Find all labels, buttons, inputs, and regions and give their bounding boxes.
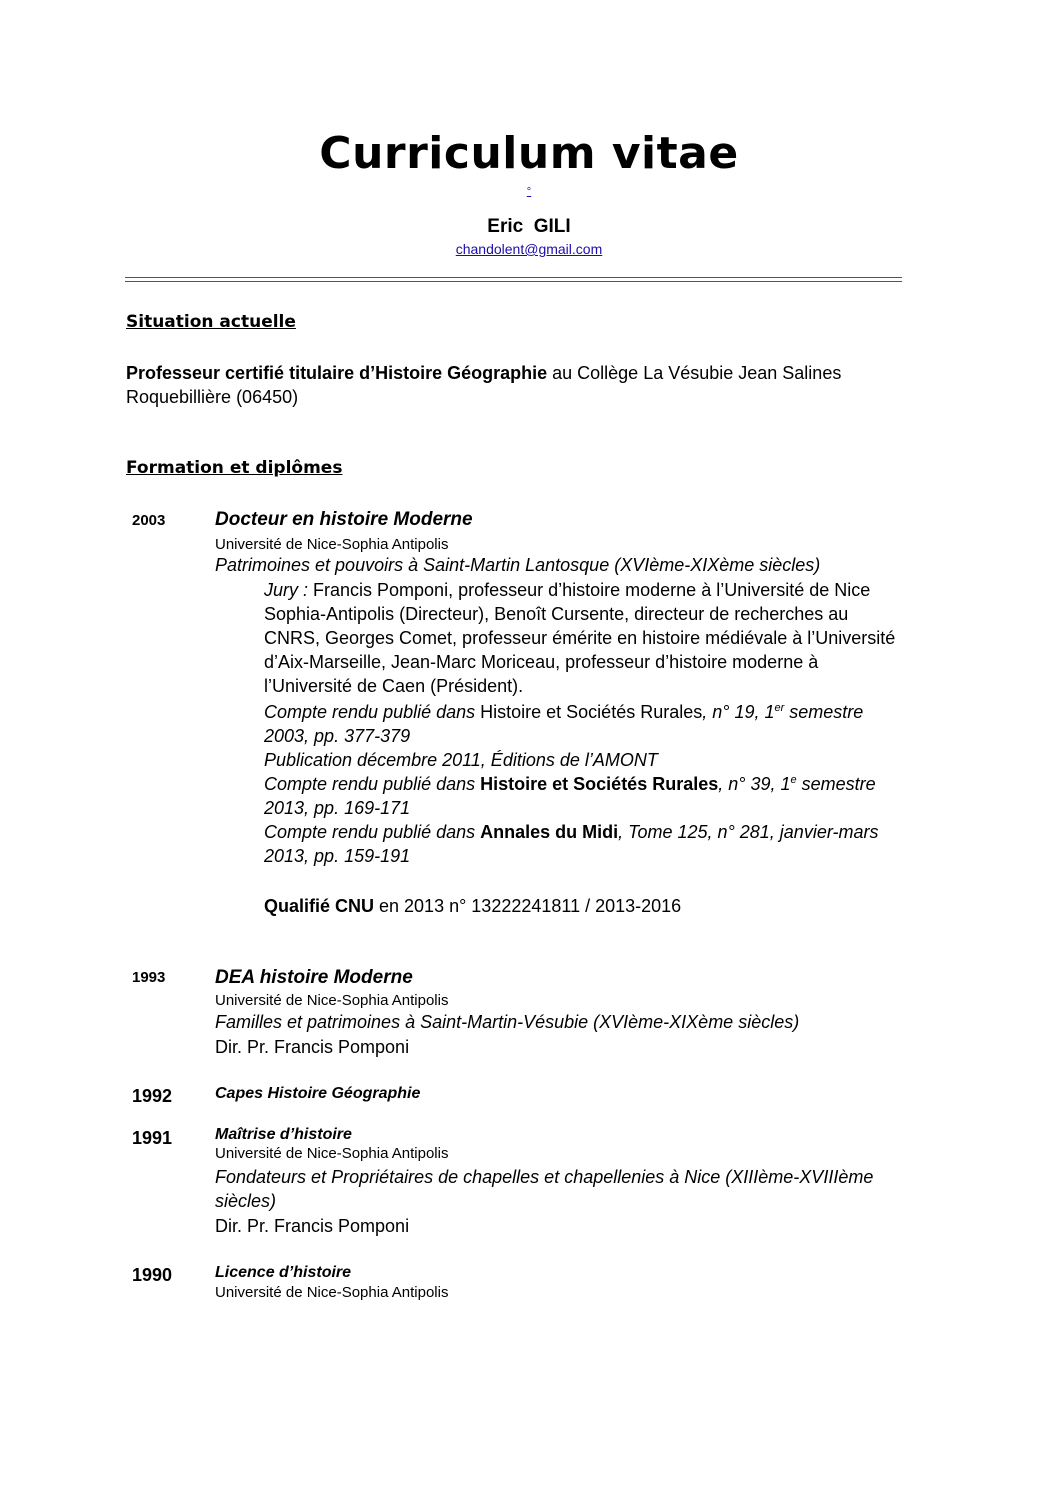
year-1990: 1990: [132, 1265, 173, 1285]
jury-line-3: CNRS, Georges Comet, professeur émérite en histoire médiévale à l’Université: [264, 628, 896, 648]
thesis-dea: Familles et patrimoines à Saint-Martin-Vésubie (XVIème-XIXème siècles): [215, 1012, 800, 1032]
header-divider: [125, 277, 902, 282]
review-1-semester: semestre: [784, 702, 864, 722]
review-3-line-1: [264, 820, 879, 844]
year-2003: 2003: [132, 512, 166, 529]
review-1-sup: er: [774, 702, 785, 714]
section-heading-formation: Formation et diplômes: [126, 458, 343, 478]
publication-line: Publication décembre 2011, Éditions de l’AMONT: [264, 750, 658, 770]
year-1991: 1991: [132, 1128, 173, 1148]
review-2-line-2: 2013, pp. 169-171: [264, 798, 411, 818]
degree-title-dea: DEA histoire Moderne: [215, 967, 413, 988]
jury-label: Jury :: [264, 580, 309, 600]
university-dea: Université de Nice-Sophia Antipolis: [215, 992, 449, 1009]
degree-title-doctorat: Docteur en histoire Moderne: [215, 509, 473, 530]
jury-line-4: d’Aix-Marseille, Jean-Marc Moriceau, professeur d’histoire moderne à: [264, 652, 819, 672]
jury-line-1: [264, 578, 870, 602]
email-link[interactable]: chandolent@gmail.com: [455, 241, 603, 257]
jury-line-2: Sophia-Antipolis (Directeur), Benoît Cursente, directeur de recherches au: [264, 604, 849, 624]
year-1992: 1992: [132, 1086, 173, 1106]
cnu-qualification: [264, 894, 681, 918]
degree-title-maitrise: Maîtrise d’histoire: [215, 1126, 352, 1143]
review-2-line-1: [264, 772, 876, 796]
review-1-issue: , n° 19, 1: [702, 702, 775, 722]
jury-text-1: Francis Pomponi, professeur d’histoire moderne à l’Université de Nice: [308, 580, 871, 600]
review-1-line-2: 2003, pp. 377-379: [264, 726, 411, 746]
degree-title-capes: Capes Histoire Géographie: [215, 1085, 421, 1102]
review-2-semester: semestre: [796, 774, 876, 794]
review-1-line-1: [264, 700, 863, 724]
review-2-issue: , n° 39, 1: [718, 774, 791, 794]
review-2-journal: Histoire et Sociétés Rurales: [480, 774, 719, 794]
university-doctorat: Université de Nice-Sophia Antipolis: [215, 536, 449, 553]
degree-title-licence: Licence d’histoire: [215, 1264, 352, 1281]
university-licence: Université de Nice-Sophia Antipolis: [215, 1284, 449, 1301]
review-3-intro: Compte rendu publié dans: [264, 822, 481, 842]
review-3-journal: Annales du Midi: [480, 822, 619, 842]
position-location: Roquebillière (06450): [126, 387, 299, 407]
cnu-detail: en 2013 n° 13222241811 / 2013-2016: [374, 896, 682, 916]
review-3-issue: , Tome 125, n° 281, janvier-mars: [618, 822, 879, 842]
thesis-maitrise-line-1: Fondateurs et Propriétaires de chapelles et chapellenies à Nice (XIIIème-XVIIIème: [215, 1167, 874, 1187]
cnu-label: Qualifié CNU: [264, 896, 375, 916]
current-position: [126, 361, 926, 385]
university-maitrise: Université de Nice-Sophia Antipolis: [215, 1145, 449, 1162]
degree-symbol-link[interactable]: °: [526, 186, 532, 198]
director-maitrise: Dir. Pr. Francis Pomponi: [215, 1216, 410, 1236]
jury-line-5: l’Université de Caen (Président).: [264, 676, 524, 696]
position-title: Professeur certifié titulaire d’Histoire Géographie: [126, 363, 548, 383]
review-1-intro: Compte rendu publié dans: [264, 702, 476, 722]
position-school: au Collège La Vésubie Jean Salines: [547, 363, 842, 383]
section-heading-situation: Situation actuelle: [126, 312, 296, 332]
thesis-doctorat: Patrimoines et pouvoirs à Saint-Martin Lantosque (XVIème-XIXème siècles): [215, 555, 821, 575]
review-2-sup: e: [790, 774, 797, 786]
year-1993: 1993: [132, 969, 166, 986]
review-2-intro: Compte rendu publié dans: [264, 774, 481, 794]
review-3-line-2: 2013, pp. 159-191: [264, 846, 411, 866]
review-1-journal: Histoire et Sociétés Rurales: [475, 702, 703, 722]
director-dea: Dir. Pr. Francis Pomponi: [215, 1037, 410, 1057]
page-title: Curriculum vitae: [319, 128, 739, 179]
person-name: Eric GILI: [487, 216, 571, 237]
thesis-maitrise-line-2: siècles): [215, 1191, 277, 1211]
